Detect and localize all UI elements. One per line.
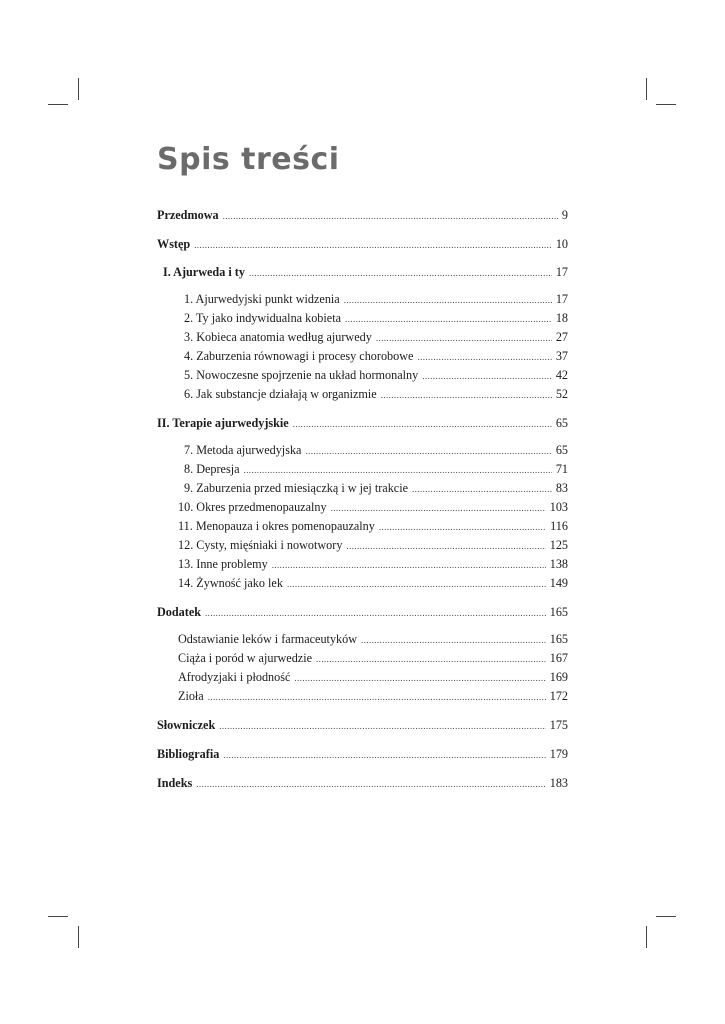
toc-entry-page: 175 [549,718,568,732]
dot-leader [223,745,545,765]
toc-entry-page: 9 [561,208,568,222]
toc-entry-page: 125 [549,538,568,552]
toc-entry-label: Bibliografia [157,747,220,761]
toc-entry-indeks[interactable] [157,773,568,793]
toc-entry-dodatek[interactable] [157,602,568,622]
toc-chapter-11[interactable] [178,516,568,536]
toc-entry-label: 6. Jak substancje działają w organizmie [184,387,377,401]
toc-entry-page: 42 [555,368,568,382]
dot-leader [223,206,558,226]
crop-mark-bottom-right-vertical [646,926,647,948]
dot-leader [294,668,545,688]
toc-appendix-3[interactable] [178,667,568,687]
dot-leader [287,574,546,594]
page-title: Spis treści [157,142,340,177]
toc-entry-page: 116 [550,519,568,533]
toc-entry-label: Odstawianie leków i farmaceutyków [178,632,358,646]
dot-leader [272,555,546,575]
dot-leader [412,479,552,499]
toc-chapter-2[interactable] [184,308,568,328]
toc-chapter-14[interactable] [178,573,568,593]
dot-leader [244,460,552,480]
crop-mark-bottom-left-vertical [78,926,79,948]
toc-entry-page: 37 [555,349,568,363]
dot-leader [194,235,552,255]
toc-chapter-5[interactable] [184,365,568,385]
toc-entry-label: 12. Cysty, mięśniaki i nowotwory [178,538,343,552]
toc-appendix-2[interactable] [178,648,568,668]
dot-leader [379,517,546,537]
toc-entry-label: Zioła [178,689,204,703]
dot-leader [331,498,546,518]
toc-entry-label: 4. Zaburzenia równowagi i procesy chorobowe [184,349,414,363]
dot-leader [376,328,552,348]
toc-entry-page: 167 [549,651,568,665]
toc-entry-label: Indeks [157,776,193,790]
dot-leader [381,385,552,405]
toc-entry-page: 27 [555,330,568,344]
toc-entry-bibliografia[interactable] [157,744,568,764]
toc-chapter-4[interactable] [184,346,568,366]
dot-leader [422,366,552,386]
dot-leader [196,774,545,794]
toc-entry-label: 7. Metoda ajurwedyjska [184,443,302,457]
crop-mark-top-left-horizontal [48,104,68,105]
toc-entry-label: 5. Nowoczesne spojrzenie na układ hormonalny [184,368,419,382]
toc-part-1[interactable] [163,262,568,282]
crop-mark-top-right-vertical [646,78,647,100]
crop-mark-top-left-vertical [78,78,79,100]
crop-mark-top-right-horizontal [656,104,676,105]
toc-appendix-1[interactable] [178,629,568,649]
toc-entry-label: Słowniczek [157,718,216,732]
toc-entry-label: 1. Ajurwedyjski punkt widzenia [184,292,340,306]
dot-leader [249,263,552,283]
dot-leader [361,630,546,650]
toc-entry-przedmowa[interactable] [157,205,568,225]
toc-entry-page: 172 [549,689,568,703]
toc-entry-page: 52 [555,387,568,401]
toc-chapter-6[interactable] [184,384,568,404]
toc-chapter-9[interactable] [184,478,568,498]
toc-entry-label: II. Terapie ajurwedyjskie [157,416,289,430]
toc-chapter-10[interactable] [178,497,568,517]
toc-entry-slowniczek[interactable] [157,715,568,735]
toc-chapter-1[interactable] [184,289,568,309]
toc-entry-page: 149 [549,576,568,590]
toc-entry-page: 165 [549,632,568,646]
toc-entry-label: 9. Zaburzenia przed miesiączką i w jej trakcie [184,481,408,495]
dot-leader [205,603,546,623]
toc-chapter-13[interactable] [178,554,568,574]
toc-entry-page: 183 [549,776,568,790]
toc-entry-label: 10. Okres przedmenopauzalny [178,500,327,514]
dot-leader [346,536,545,556]
toc-part-2[interactable] [157,413,568,433]
dot-leader [345,309,552,329]
toc-entry-label: 14. Żywność jako lek [178,576,283,590]
toc-entry-page: 138 [549,557,568,571]
toc-entry-label: Afrodyzjaki i płodność [178,670,291,684]
toc-chapter-3[interactable] [184,327,568,347]
toc-entry-label: 11. Menopauza i okres pomenopauzalny [178,519,375,533]
toc-entry-page: 65 [555,443,568,457]
toc-entry-page: 83 [555,481,568,495]
toc-entry-label: Dodatek [157,605,202,619]
dot-leader [344,290,552,310]
toc-entry-label: I. Ajurweda i ty [163,265,245,279]
toc-chapter-7[interactable] [184,440,568,460]
crop-mark-bottom-left-horizontal [48,916,68,917]
toc-chapter-8[interactable] [184,459,568,479]
toc-chapter-12[interactable] [178,535,568,555]
toc-entry-label: 8. Depresja [184,462,240,476]
toc-entry-page: 179 [549,747,568,761]
toc-entry-page: 65 [555,416,568,430]
toc-entry-label: Wstęp [157,237,191,251]
toc-entry-page: 17 [555,292,568,306]
dot-leader [417,347,551,367]
toc-entry-page: 10 [555,237,568,251]
toc-entry-page: 165 [549,605,568,619]
toc-entry-label: 3. Kobieca anatomia według ajurwedy [184,330,372,344]
dot-leader [316,649,546,669]
toc-appendix-4[interactable] [178,686,568,706]
dot-leader [219,716,545,736]
dot-leader [293,414,552,434]
toc-entry-page: 103 [549,500,568,514]
toc-entry-wstep[interactable] [157,234,568,254]
toc-entry-page: 17 [555,265,568,279]
toc-entry-page: 18 [555,311,568,325]
toc-entry-label: 13. Inne problemy [178,557,268,571]
toc-entry-label: Przedmowa [157,208,219,222]
toc-entry-page: 169 [549,670,568,684]
toc-entry-label: Ciąża i poród w ajurwedzie [178,651,313,665]
dot-leader [305,441,551,461]
toc-entry-page: 71 [555,462,568,476]
crop-mark-bottom-right-horizontal [656,916,676,917]
dot-leader [208,687,546,707]
toc-entry-label: 2. Ty jako indywidualna kobieta [184,311,341,325]
